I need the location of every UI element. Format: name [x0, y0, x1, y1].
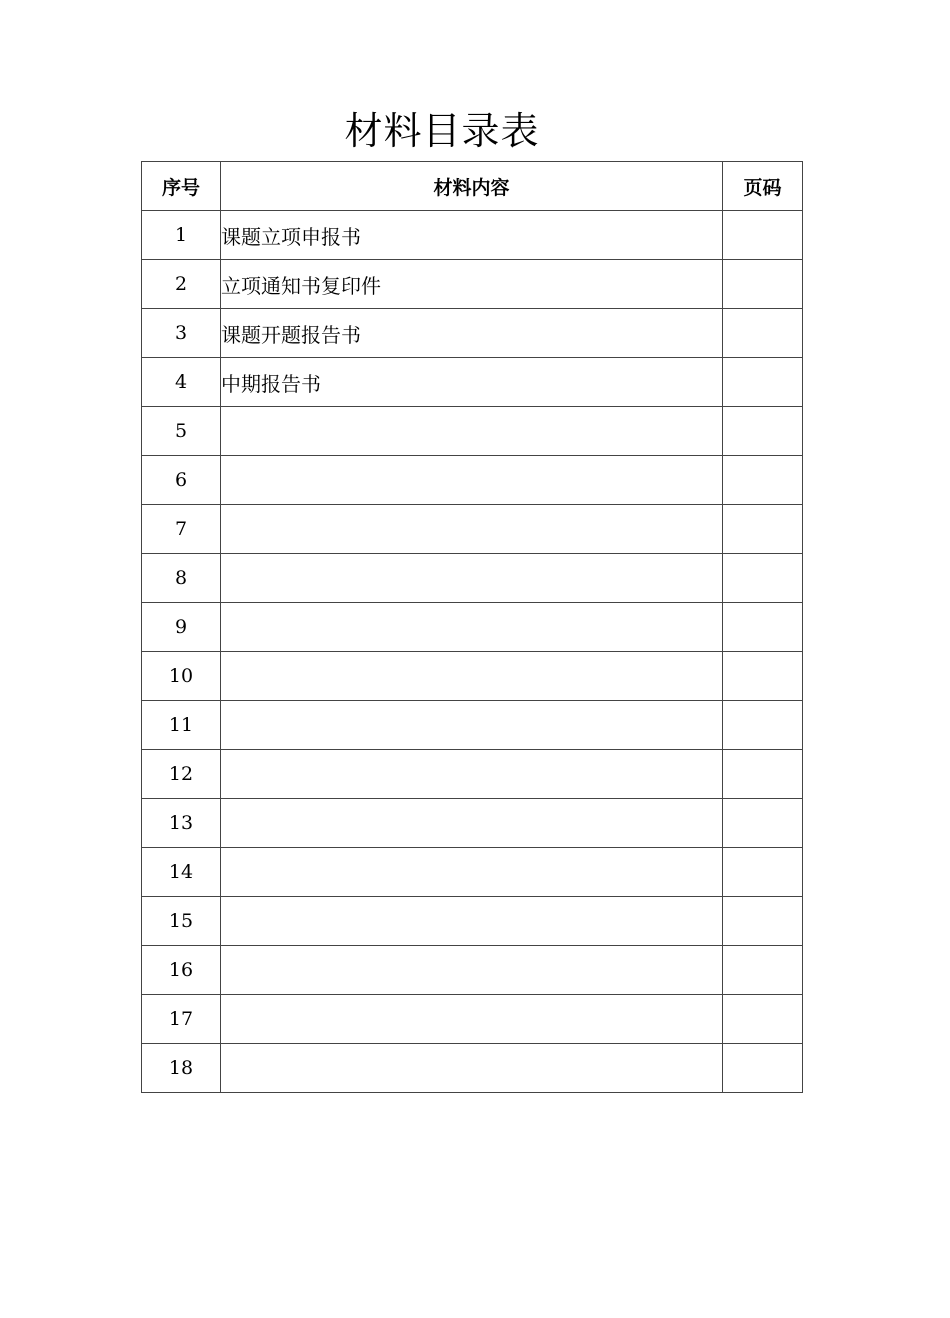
row-page-number: [723, 750, 803, 799]
row-page-number: [723, 456, 803, 505]
row-serial-number: 2: [142, 260, 221, 309]
table-row: [142, 260, 803, 309]
material-catalog-table: [141, 161, 803, 1093]
row-serial-number: 16: [142, 946, 221, 995]
row-page-number: [723, 211, 803, 260]
row-page-number: [723, 799, 803, 848]
table-row: [142, 211, 803, 260]
table-row: [142, 1044, 803, 1093]
row-material-content: [221, 505, 723, 554]
row-serial-number: 7: [142, 505, 221, 554]
row-material-content: [221, 995, 723, 1044]
row-serial-number: 18: [142, 1044, 221, 1093]
row-serial-number: 1: [142, 211, 221, 260]
row-page-number: [723, 358, 803, 407]
row-material-content: [221, 1044, 723, 1093]
row-page-number: [723, 603, 803, 652]
row-serial-number: 5: [142, 407, 221, 456]
row-material-content: 立项通知书复印件: [221, 260, 723, 309]
row-material-content: [221, 554, 723, 603]
row-material-content: [221, 652, 723, 701]
table-row: [142, 701, 803, 750]
row-serial-number: 4: [142, 358, 221, 407]
table-row: [142, 799, 803, 848]
row-page-number: [723, 554, 803, 603]
row-serial-number: 11: [142, 701, 221, 750]
row-serial-number: 15: [142, 897, 221, 946]
table-row: [142, 750, 803, 799]
table-row: [142, 652, 803, 701]
row-serial-number: 9: [142, 603, 221, 652]
row-serial-number: 3: [142, 309, 221, 358]
row-material-content: [221, 848, 723, 897]
row-page-number: [723, 848, 803, 897]
table-row: [142, 456, 803, 505]
row-serial-number: 13: [142, 799, 221, 848]
row-material-content: [221, 603, 723, 652]
row-material-content: [221, 946, 723, 995]
table-row: [142, 848, 803, 897]
table-row: [142, 309, 803, 358]
row-page-number: [723, 995, 803, 1044]
row-material-content: [221, 456, 723, 505]
row-serial-number: 10: [142, 652, 221, 701]
table-row: [142, 946, 803, 995]
table-row: [142, 554, 803, 603]
header-material-content: 材料内容: [221, 162, 723, 211]
row-material-content: [221, 897, 723, 946]
header-serial-number: 序号: [142, 162, 221, 211]
row-serial-number: 8: [142, 554, 221, 603]
row-serial-number: 6: [142, 456, 221, 505]
row-material-content: 课题立项申报书: [221, 211, 723, 260]
row-serial-number: 17: [142, 995, 221, 1044]
table-row: [142, 358, 803, 407]
header-page-number: 页码: [723, 162, 803, 211]
row-material-content: [221, 799, 723, 848]
row-material-content: 中期报告书: [221, 358, 723, 407]
table-row: [142, 995, 803, 1044]
table-header-row: [142, 162, 803, 211]
row-serial-number: 12: [142, 750, 221, 799]
row-page-number: [723, 260, 803, 309]
row-material-content: 课题开题报告书: [221, 309, 723, 358]
row-material-content: [221, 407, 723, 456]
page-title: 材料目录表: [344, 109, 540, 153]
table-body: [142, 211, 803, 1093]
row-material-content: [221, 750, 723, 799]
table-row: [142, 407, 803, 456]
row-page-number: [723, 701, 803, 750]
row-material-content: [221, 701, 723, 750]
row-serial-number: 14: [142, 848, 221, 897]
row-page-number: [723, 946, 803, 995]
row-page-number: [723, 897, 803, 946]
row-page-number: [723, 309, 803, 358]
row-page-number: [723, 505, 803, 554]
table-row: [142, 603, 803, 652]
row-page-number: [723, 1044, 803, 1093]
row-page-number: [723, 407, 803, 456]
table-row: [142, 897, 803, 946]
row-page-number: [723, 652, 803, 701]
table-row: [142, 505, 803, 554]
